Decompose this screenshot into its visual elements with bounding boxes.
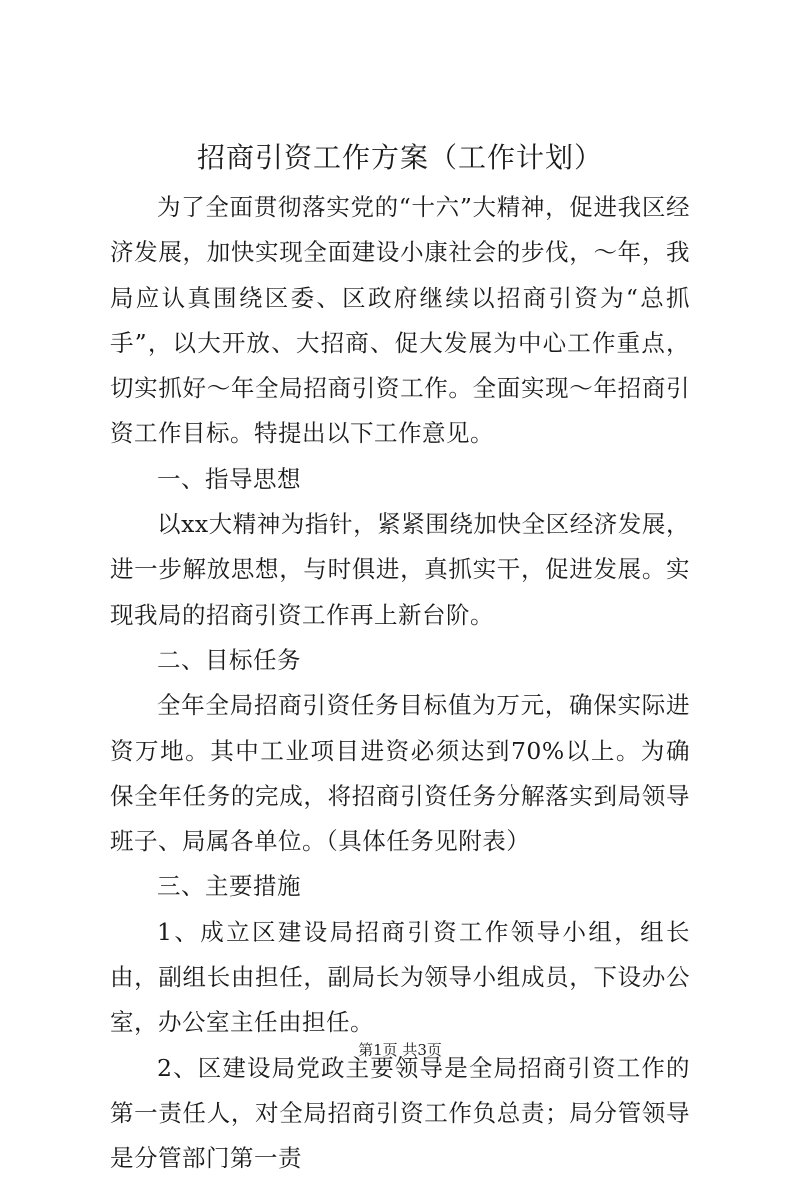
document-title: 招商引资工作方案（工作计划） bbox=[196, 141, 603, 174]
intro-paragraph: 为了全面贯彻落实党的“十六”大精神，促进我区经济发展，加快实现全面建设小康社会的步伐，～年，我局应认真围绕区委、区政府继续以招商引资为“总抓手”，以大开放、大招商、促大发展为中心工作重点，切实抓好～年全局招商引资工作。全面实现～年招商引资工作目标。特提出以下工作意见。 bbox=[110, 193, 690, 448]
page-footer: 第1页 共3页 bbox=[358, 1041, 442, 1059]
target-tasks-paragraph: 全年全局招商引资任务目标值为万元，确保实际进资万地。其中工业项目进资必须达到70%以上。为确保全年任务的完成，将招商引资任务分解落实到局领导班子、局属各单位。（具体任务见附表） bbox=[110, 691, 690, 856]
measure-2-paragraph: 2、区建设局党政主要领导是全局招商引资工作的第一责任人，对全局招商引资工作负总责；局分管领导是分管部门第一责 bbox=[110, 1053, 690, 1173]
section-heading-guiding-ideology: 一、指导思想 bbox=[157, 464, 301, 493]
document-body bbox=[110, 185, 690, 1182]
section-heading-main-measures: 三、主要措施 bbox=[157, 872, 301, 901]
measure-1-paragraph: 1、成立区建设局招商引资工作领导小组，组长由，副组长由担任，副局长为领导小组成员，下设办公室，办公室主任由担任。 bbox=[110, 917, 690, 1037]
guiding-ideology-paragraph: 以xx大精神为指针，紧紧围绕加快全区经济发展，进一步解放思想，与时俱进，真抓实干，促进发展。实现我局的招商引资工作再上新台阶。 bbox=[110, 510, 690, 629]
section-heading-target-tasks: 二、目标任务 bbox=[157, 645, 301, 674]
